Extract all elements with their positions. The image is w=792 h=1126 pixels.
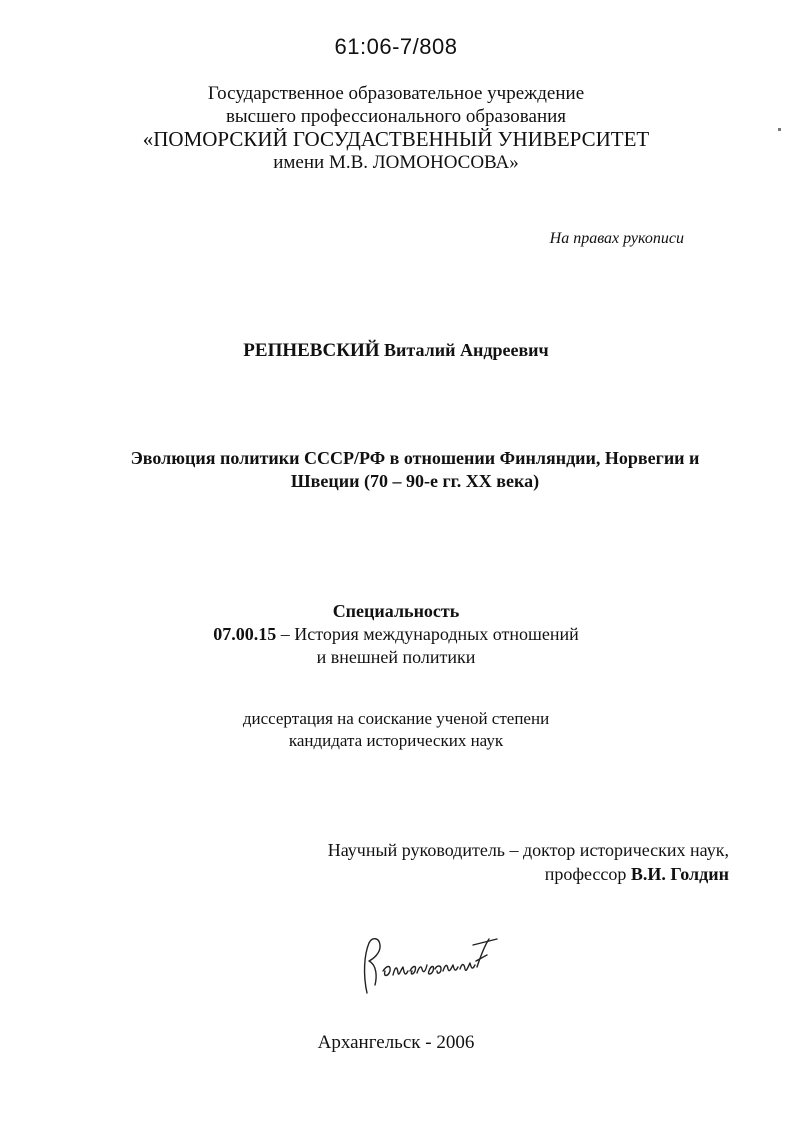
manuscript-rights: На правах рукописи: [549, 230, 684, 247]
author-signature-icon: [355, 925, 505, 1000]
degree-line-2: кандидата исторических наук: [288, 731, 504, 750]
institution-line-2: высшего профессионального образования: [225, 106, 567, 127]
advisor-title: профессор: [544, 864, 627, 884]
university-name: «ПОМОРСКИЙ ГОСУДАСТВЕННЫЙ УНИВЕРСИТЕТ: [142, 127, 650, 151]
archive-code: 61:06-7/808: [334, 34, 458, 59]
advisor-block: [328, 838, 729, 886]
degree-block: [0, 708, 792, 752]
city-year: Архангельск - 2006: [317, 1032, 475, 1053]
author-given-names: Виталий Андреевич: [384, 340, 549, 360]
institution-line-1: Государственное образовательное учреждение: [207, 83, 585, 104]
university-named-after: имени М.В. ЛОМОНОСОВА»: [273, 152, 519, 173]
thesis-title-line-1: Эволюция политики СССР/РФ в отношении Финляндии, Норвегии и: [130, 448, 700, 468]
institution-block: [0, 82, 792, 174]
degree-line-1: диссертация на соискание ученой степени: [242, 709, 550, 728]
specialty-name-line-2: и внешней политики: [316, 647, 476, 667]
author-name: [0, 340, 792, 362]
advisor-name: В.И. Голдин: [630, 864, 729, 884]
author-surname: РЕПНЕВСКИЙ: [243, 340, 380, 361]
specialty-code: 07.00.15: [213, 624, 277, 644]
advisor-line-1: Научный руководитель – доктор исторических наук,: [327, 840, 729, 860]
specialty-block: [0, 600, 792, 669]
scan-speck: [778, 128, 781, 131]
thesis-title-line-2: Швеции (70 – 90-е гг. XX века): [290, 471, 540, 491]
specialty-heading: Специальность: [332, 601, 460, 621]
thesis-title: [112, 447, 718, 493]
specialty-name-line-1: – История международных отношений: [280, 624, 579, 644]
